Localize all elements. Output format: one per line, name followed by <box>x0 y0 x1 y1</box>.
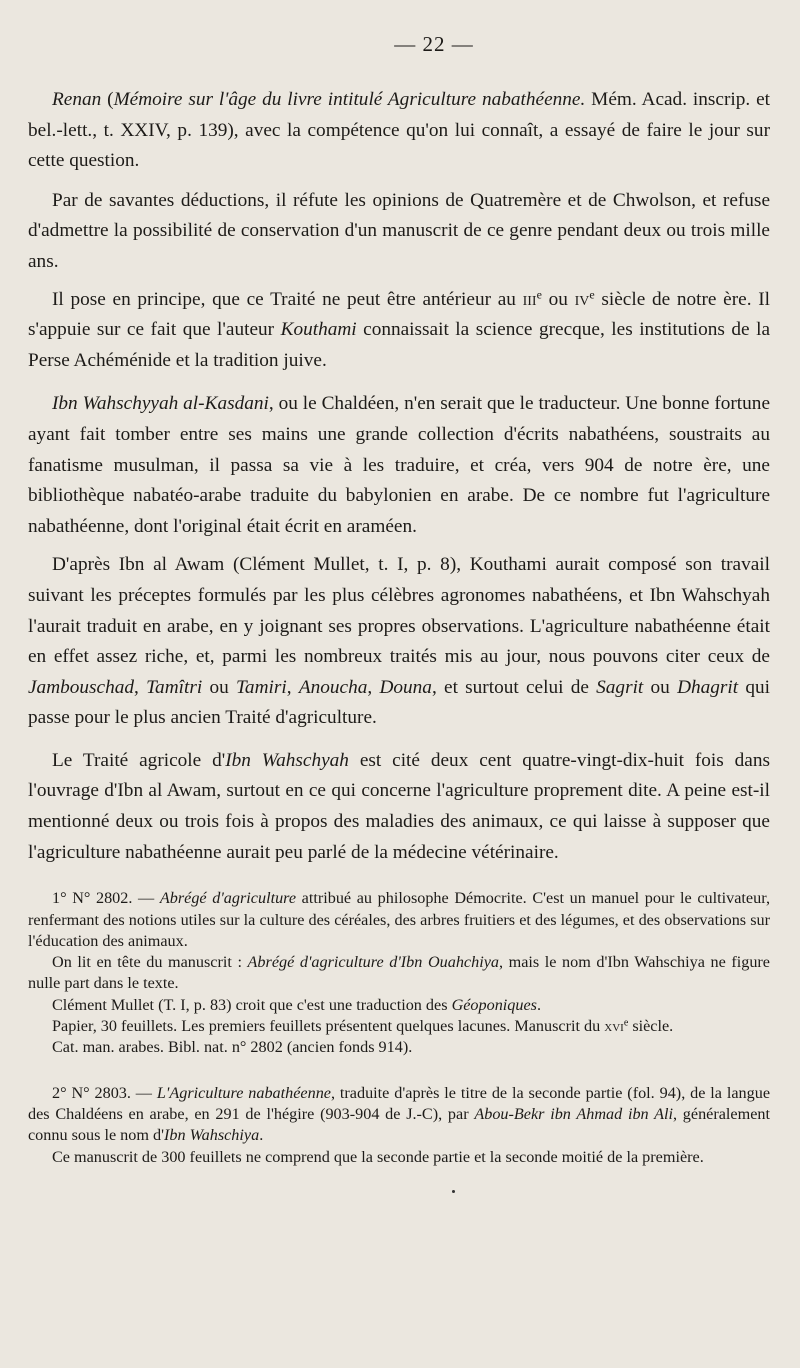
author-name: Abou-Bekr ibn Ahmad ibn Ali <box>474 1104 673 1123</box>
note-2803: 2° N° 2803. — L'Agriculture nabathéenne, traduite d'après le titre de la seconde partie (fol. 94), de la langue des Chaldéens en arabe, en 291 de l'hégire (903-904 de J.-C), par Abou-Bekr ibn Ahmad ibn Ali, généralement connu sous le nom d'Ibn Wahschiya. Ce manuscrit de 300 feuillets ne comprend que la seconde partie et la seconde moitié de la première. <box>28 1083 771 1166</box>
century-numeral: iii <box>522 288 537 310</box>
manuscript-notes <box>28 888 770 1168</box>
ink-dot <box>452 1190 455 1193</box>
treatise-name: Tamiri <box>235 676 287 698</box>
paragraph-pose: Il pose en principe, que ce Traité ne peut être antérieur au iii$^e$ ou $iv^e$ siècle de notre ère. Il s'appuie sur ce fait que l'auteur Kouthami connaissait la science grecque, les institutions de la Perse Achéménide et la tradition juive. <box>28 286 771 371</box>
page-number: — 22 — <box>394 32 474 56</box>
treatise-name: Douna <box>379 676 432 698</box>
treatise-name: Jambouschad <box>28 676 135 698</box>
paragraph-ibn-wahschyyah: Ibn Wahschyyah al-Kasdani, ou le Chaldéen, n'en serait que le traducteur. Une bonne fortune ayant fait tomber entre ses mains une grande collection d'écrits nabathéens, soustraits au fanatisme musulman, il passa sa vie à les traduire, et créa, vers 904 de notre ère, une bibliothèque nabatéo-arabe traduite du babylonien en arabe. De ce nombre fut l'agriculture nabathéenne, dont l'original était écrit en araméen. <box>28 393 771 537</box>
century-numeral: iv <box>574 288 590 310</box>
author-name: Ibn Wahschiya <box>164 1126 260 1145</box>
century-numeral: xvi <box>604 1017 624 1036</box>
manuscript-title: Abrégé d'agriculture d'Ibn Ouahchiya <box>247 953 499 972</box>
note-heading: 1° N° 2802. — <box>52 889 160 908</box>
note-heading: 2° N° 2803. — <box>52 1083 157 1102</box>
manuscript-title: L'Agriculture nabathéenne <box>156 1083 331 1102</box>
manuscript-title: Abrégé d'agriculture <box>159 889 297 908</box>
treatise-name: Anoucha <box>298 676 368 698</box>
main-text <box>28 85 770 868</box>
paragraph-renan: Renan (Mémoire sur l'âge du livre intitulé Agriculture nabathéenne. Mém. Acad. inscrip. et bel.-lett., t. XXIV, p. 139), avec la compétence qu'on lui connaît, a essayé de faire le jour sur cette question. <box>28 89 770 172</box>
treatise-name: Dhagrit <box>677 676 739 698</box>
author-name: Ibn Wahschyah <box>225 749 349 771</box>
work-title: Géoponiques <box>451 995 537 1014</box>
work-title: Mémoire sur l'âge du livre intitulé Agriculture nabathéenne. <box>113 89 586 110</box>
paragraph-savantes: Par de savantes déductions, il réfute les opinions de Quatremère et de Chwolson, et refuse d'admettre la possibilité de conservation d'un manuscrit de ce genre pendant deux ou trois mille ans. <box>28 189 770 272</box>
author-name: Renan <box>52 89 102 110</box>
paragraph-traite-agricole: Le Traité agricole d'Ibn Wahschyah est cité deux cent quatre-vingt-dix-huit fois dans l'ouvrage d'Ibn al Awam, surtout en ce qui concerne l'agriculture proprement dite. A peine est-il mentionné deux ou trois fois à propos des maladies des animaux, ce qui laisse à supposer que l'agriculture nabathéenne aurait peu parlé de la médecine vétérinaire. <box>28 749 770 863</box>
note-2802: 1° N° 2802. — Abrégé d'agriculture attribué au philosophe Démocrite. C'est un manuel pour le cultivateur, renfermant des notions utiles sur la culture des céréales, des arbres fruitiers et des légumes, et des observations sur l'éducation des animaux. On lit en tête du manuscrit : Abrégé d'agriculture d'Ibn Ouahchiya, mais le nom d'Ibn Wahschiya ne figure nulle part dans le texte. Clément Mullet (T. I, p. 83) croit que c'est une traduction des Géoponiques. Papier, 30 feuillets. Les premiers feuillets présentent quelques lacunes. Manuscrit du xvi$^e$ siècle. Cat. man. arabes. Bibl. nat. n° 2802 (ancien fonds 914). <box>28 888 770 1058</box>
treatise-name: Sagrit <box>596 676 644 698</box>
author-name: Kouthami <box>280 319 357 341</box>
author-name: Ibn Wahschyyah al-Kasdani <box>52 393 269 415</box>
treatise-name: Tamîtri <box>146 676 203 698</box>
catalog-reference: Cat. man. arabes. Bibl. nat. n° 2802 (ancien fonds 914). <box>52 1038 413 1057</box>
paragraph-apres-ibn-al-awam: D'après Ibn al Awam (Clément Mullet, t. I, p. 8), Kouthami aurait composé son travail suivant les préceptes formulés par les plus célèbres agronomes nabathéens, et Ibn Wahschyah l'aurait traduit en arabe, en y joignant ses propres observations. L'agriculture nabathéenne était en effet assez riche, et, parmi les nombreux traités mis au jour, nous pouvons citer ceux de Jambouschad, Tamîtri ou Tamiri, Anoucha, Douna, et surtout celui de Sagrit ou Dhagrit qui passe pour le plus ancien Traité d'agriculture. <box>28 554 771 729</box>
